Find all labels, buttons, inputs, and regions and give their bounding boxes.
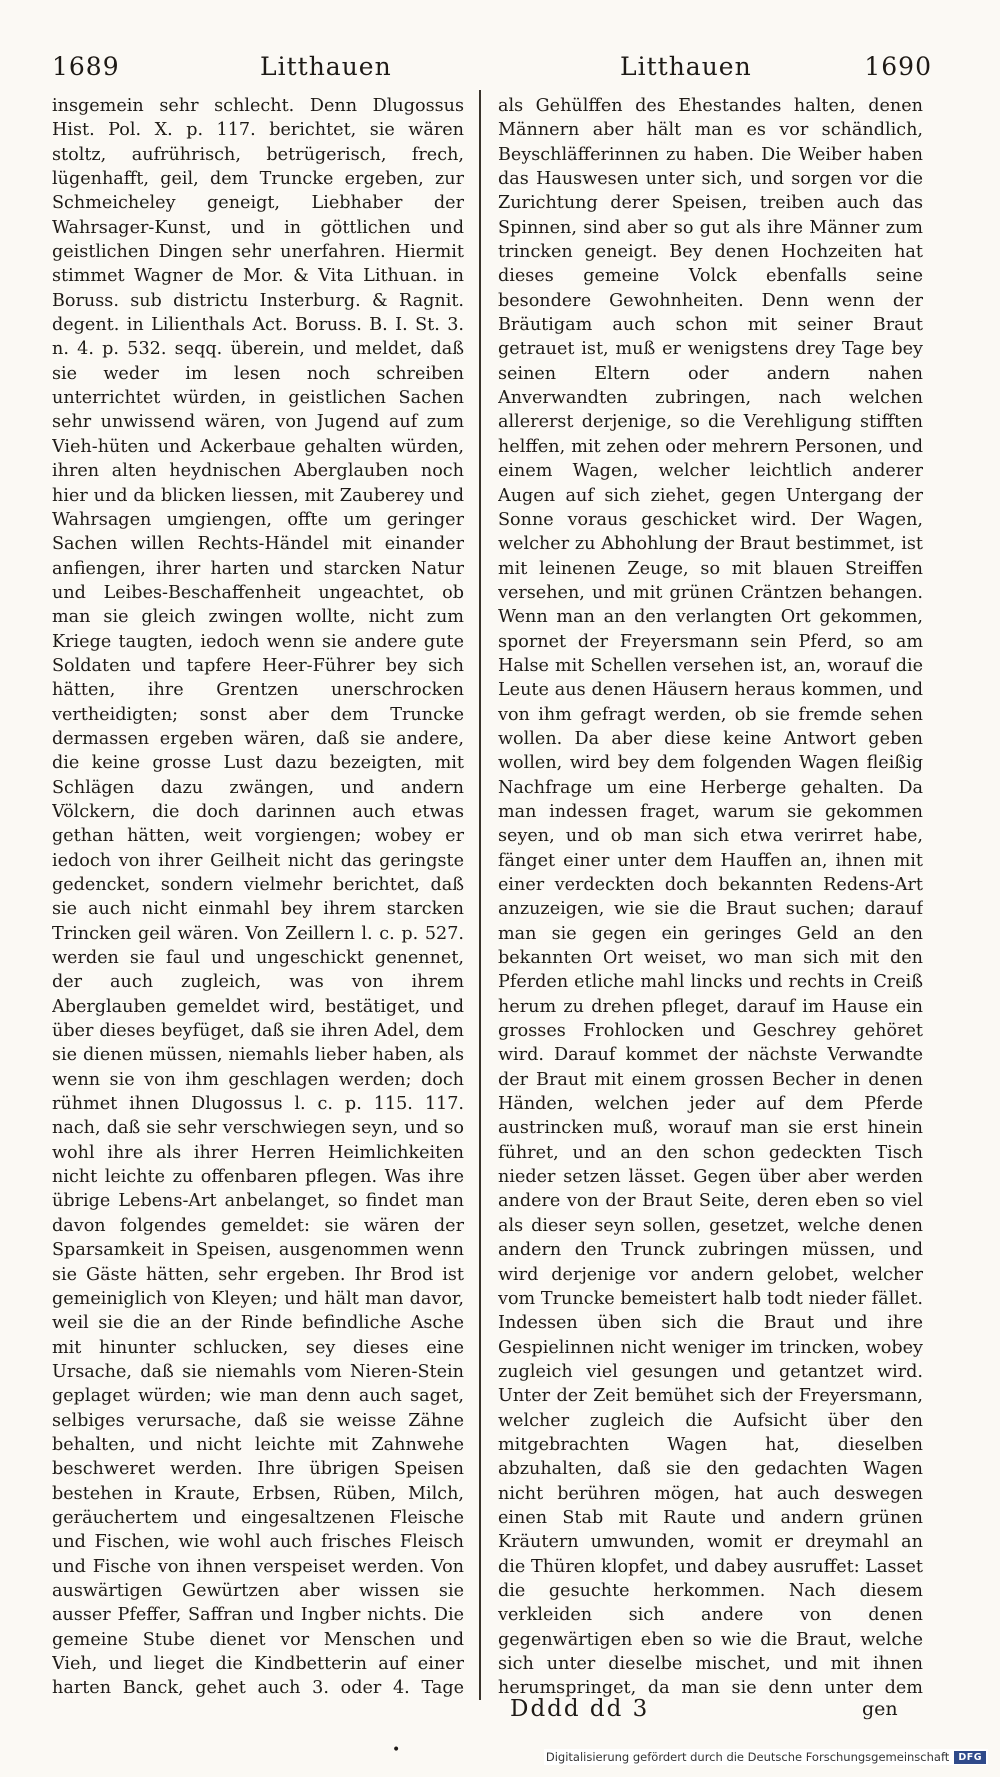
left-column-text: insgemein sehr schlecht. Denn Dlugossus Hist. Pol. X. p. 117. berichtet, sie wären stoltz, aufrührisch, betrügerisch, frech, lügenhafft, geil, dem Truncke ergeben, zur Schmeicheley geneigt, Liebhaber der Wahrsager-Kunst, und in göttlichen und geistlichen Dingen sehr unerfahren. Hiermit stimmet Wagner de Mor. & Vita Lithuan. in Boruss. sub districtu Insterburg. & Ragnit. degent. in Lilienthals Act. Boruss. B. I. St. 3. n. 4. p. 532. seqq. überein, und meldet, daß sie weder im lesen noch schreiben unterrichtet würden, in geistlichen Sachen sehr unwissend wären, von Jugend auf zum Vieh-hüten und Ackerbaue gehalten würden, ihren alten heydnischen Aberglauben noch hier und da blicken liessen, mit Zauberey und Wahrsagen umgiengen, offte um geringer Sachen willen Rechts-Händel mit einander anfiengen, ihrer harten und starcken Natur und Leibes-Beschaffenheit ungeachtet, ob man sie gleich zwingen wollte, nicht zum Kriege taugten, iedoch wenn sie andere gute Soldaten und tapfere Heer-Führer bey sich hätten, ihre Grentzen unerschrocken vertheidigten; sonst aber dem Truncke dermassen ergeben wären, daß sie andere, die keine grosse Lust dazu bezeigten, mit Schlägen dazu zwängen, und andern Völckern, die doch darinnen auch etwas gethan hätten, weit vorgiengen; wobey er iedoch von ihrer Geilheit nicht das geringste gedencket, sondern vielmehr berichtet, daß sie auch nicht einmahl bey ihrem starcken Trincken geil wären. Von Zeillern l. c. p. 527. werden sie faul und ungeschickt genennet, der auch zugleich, was von ihrem Aberglauben gemeldet wird, bestätiget, und über dieses beyfüget, daß sie ihren Adel, dem sie dienen müssen, niemahls lieber haben, als wenn sie von ihm geschlagen werden; doch rühmet ihnen Dlugossus l. c. p. 115. 117. nach, daß sie sehr verschwiegen seyn, und so wohl ihre als ihrer Herren Heimlichkeiten nicht leichte zu offenbaren pflegen. Was ihre übrige Lebens-Art anbelanget, so findet man davon folgendes gemeldet: sie wären der Sparsamkeit in Speisen, ausgenommen wenn sie Gäste hätten, sehr ergeben. Ihr Brod ist gemeiniglich von Kleyen; und hält man davor, weil sie die an der Rinde befindliche Asche mit hinunter schlucken, sey dieses eine Ursache, daß sie niemahls vom Nieren-Stein geplaget würden; wie man denn auch saget, selbiges verursache, daß sie weisse Zähne behalten, und nicht leichte mit Zahnwehe beschweret werden. Ihre übrigen Speisen bestehen in Kraute, Erbsen, Rüben, Milch, geräuchertem und eingesaltzenen Fleische und Fischen, wie wohl auch frisches Fleisch und Fische von ihnen verspeiset werden. Von auswärtigen Gewürtzen aber wissen sie ausser Pfeffer, Saffran und Ingber nichts. Die gemeine Stube dienet vor Menschen und Vieh, und lieget die Kindbetterin auf einer harten Banck, gehet auch 3. oder 4. Tage	[52, 96, 464, 1699]
page-number-left: 1689	[52, 52, 120, 81]
credit-text: Digitalisierung gefördert durch die Deutsche Forschungsgemeinschaft	[545, 1750, 950, 1764]
right-column-text: als Gehülffen des Ehestandes halten, denen Männern aber hält man es vor schändlich, Beyschläfferinnen zu haben. Die Weiber haben das Hauswesen unter sich, und sorgen vor die Zurichtung derer Speisen, treiben auch das Spinnen, sind aber so gut als ihre Männer zum trincken geneigt. Bey denen Hochzeiten hat dieses gemeine Volck ebenfalls seine besondere Gewohnheiten. Denn wenn der Bräutigam auch schon mit seiner Braut getrauet ist, muß er wenigstens drey Tage bey seinen Eltern oder andern nahen Anverwandten zubringen, nach welchen allererst derjenige, so die Verehligung stifften helffen, mit zehen oder mehrern Personen, und einem Wagen, welcher leichtlich anderer Augen auf sich ziehet, gegen Untergang der Sonne voraus geschicket wird. Der Wagen, welcher zu Abhohlung der Braut bestimmet, ist mit leinenen Zeuge, so mit blauen Streiffen versehen, und mit grünen Cräntzen behangen. Wenn man an den verlangten Ort gekommen, spornet der Freyersmann sein Pferd, so am Halse mit Schellen versehen ist, an, worauf die Leute aus denen Häusern heraus kommen, und von ihm gefragt werden, ob sie fremde sehen wollen. Da aber diese keine Antwort geben wollen, wird bey dem folgenden Wagen fleißig Nachfrage um eine Herberge gehalten. Da man indessen fraget, warum sie gekommen seyen, und ob man sich etwa verirret habe, fänget einer unter dem Hauffen an, ihnen mit einer verdeckten doch bekannten Redens-Art anzuzeigen, wie sie die Braut suchen; darauf man sie gegen ein geringes Geld an den bekannten Ort weiset, wo man sich mit den Pferden etliche mahl lincks und rechts in Creiß herum zu drehen pfleget, darauf im Hause ein grosses Frohlocken und Geschrey gehöret wird. Darauf kommet der nächste Verwandte der Braut mit einem grossen Becher in denen Händen, welchen jeder auf dem Pferde austrincken muß, worauf man sie erst hinein führet, und an den schon gedeckten Tisch nieder setzen lässet. Gegen über aber werden andere von der Braut Seite, deren eben so viel als dieser seyn sollen, gesetzet, welche denen andern den Trunck zubringen müssen, und wird derjenige vor andern gelobet, welcher vom Truncke bemeistert halb todt nieder fället. Indessen üben sich die Braut und ihre Gespielinnen nicht weniger im trincken, wobey zugleich viel gesungen und getantzet wird. Unter der Zeit bemühet sich der Freyersmann, welcher zugleich die Aufsicht über den mitgebrachten Wagen hat, dieselben abzuhalten, daß sie den gedachten Wagen nicht berühren mögen, hat auch deswegen einen Stab mit Raute und andern grünen Kräutern umwunden, womit er dreymahl an die Thüren klopfet, und dabey ausruffet: Lasset die gesuchte herkommen. Nach diesem verkleiden sich andere von denen gegenwärtigen eben so wie die Braut, welche sich unter dieselbe mischet, und mit ihnen herumspringet, da man sie denn unter dem	[498, 96, 923, 1699]
running-title-left: Litthauen	[260, 52, 392, 81]
page-header	[52, 52, 932, 92]
bottom-dot-mark: •	[392, 1742, 401, 1758]
dfg-logo-icon: DFG	[954, 1751, 986, 1764]
running-title-right: Litthauen	[620, 52, 752, 81]
signature-mark: Dddd dd 3	[510, 1696, 650, 1722]
page-number-right: 1690	[864, 52, 932, 81]
right-text-column	[498, 94, 923, 1700]
catchword: gen	[862, 1698, 898, 1720]
column-divider	[479, 90, 481, 1700]
left-text-column	[52, 94, 464, 1700]
digitization-credit	[544, 1749, 988, 1765]
